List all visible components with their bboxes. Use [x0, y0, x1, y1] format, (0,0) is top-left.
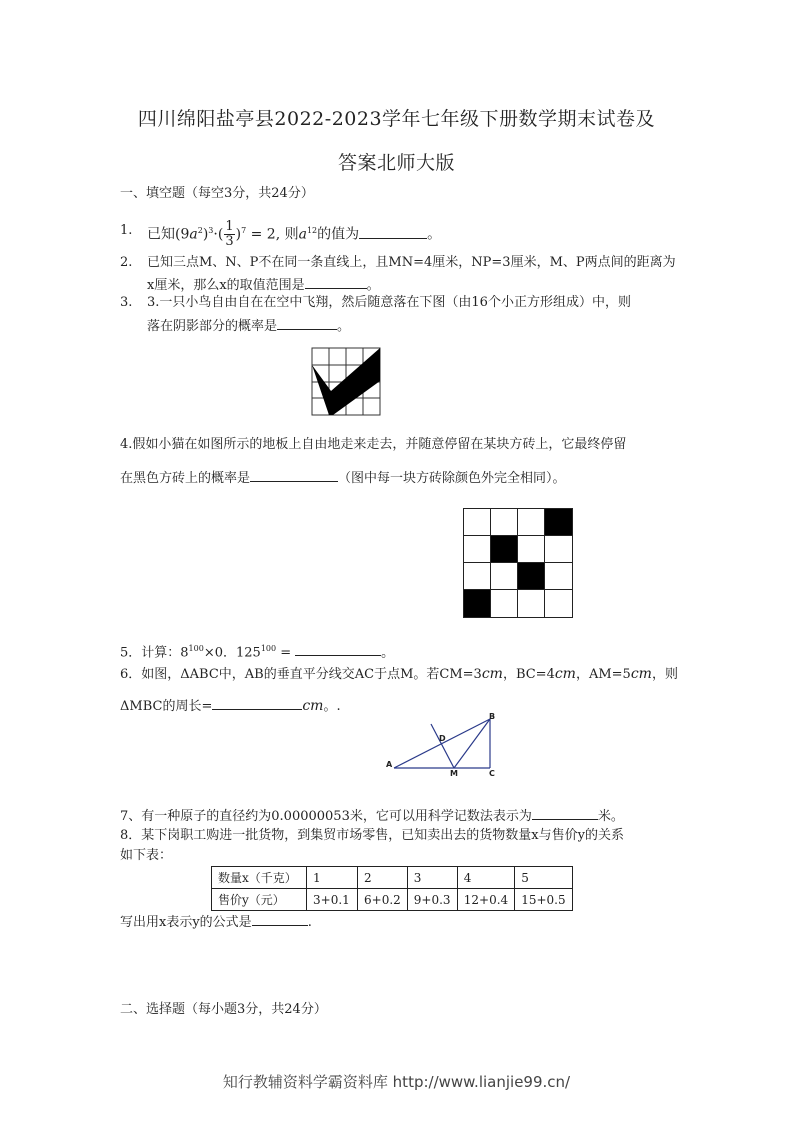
q3-answer-blank[interactable] — [277, 316, 337, 330]
q1-var-a12: a — [298, 226, 307, 243]
q3-end: 。 — [337, 319, 351, 334]
q1-expr-base: (9 — [175, 226, 190, 243]
table-cell: 2 — [358, 867, 408, 889]
q1-frac-num: 1 — [225, 219, 234, 235]
table-cell: 3+0.1 — [307, 889, 358, 911]
q6-label-a: A — [386, 760, 393, 769]
q1-answer-blank[interactable] — [359, 225, 427, 239]
question-2-line2 — [147, 275, 380, 295]
white-tile — [545, 590, 572, 617]
q7-end: 米。 — [597, 809, 624, 824]
q6-answer-blank[interactable] — [212, 696, 302, 710]
white-tile — [464, 536, 491, 563]
question-7 — [120, 806, 624, 826]
black-tile — [491, 536, 518, 563]
question-4-line1: 4.假如小猫在如图所示的地板上自由地走来走去，并随意停留在某块方砖上，它最终停留 — [120, 437, 627, 452]
white-tile — [491, 509, 518, 536]
q8-answer-blank[interactable] — [252, 912, 308, 926]
table-cell: 5 — [515, 867, 572, 889]
question-4-line2 — [120, 468, 566, 488]
q1-exp-2: 2 — [197, 226, 203, 235]
white-tile — [518, 509, 545, 536]
q3-line2-text: 落在阴影部分的概率是 — [147, 319, 278, 334]
q1-frac-den: 3 — [225, 234, 234, 250]
q1-suffix: 的值为 — [317, 226, 360, 243]
q8-table — [211, 866, 573, 911]
white-tile — [518, 536, 545, 563]
q1-frac-close: ) — [235, 226, 242, 243]
question-3-number: 3. — [120, 295, 133, 310]
q6-label-m: M — [450, 769, 458, 778]
q2-end: 。 — [366, 278, 380, 293]
q6-unit-4: cm — [302, 698, 324, 714]
q6-unit-2: cm — [554, 666, 576, 682]
q6-perpendicular-bisector — [431, 724, 454, 768]
white-tile — [545, 563, 572, 590]
table-cell: 售价y（元） — [212, 889, 307, 911]
q6-label-c: C — [489, 769, 495, 778]
q1-exp-3: 3 — [208, 226, 214, 235]
table-cell: 数量x（千克） — [212, 867, 307, 889]
black-tile — [518, 563, 545, 590]
question-2-line1: 已知三点M、N、P不在同一条直线上，且MN=4厘米，NP=3厘米，M、P两点间的距离为 — [147, 255, 676, 270]
q8-line3-text: 写出用x表示y的公式是 — [120, 915, 252, 930]
q1-exp-12: 12 — [306, 226, 318, 235]
q5-exp-2: 100 — [260, 644, 277, 653]
section-heading-multiple-choice: 二、选择题（每小题3分，共24分） — [120, 1002, 327, 1017]
q5-answer-blank[interactable] — [295, 642, 381, 656]
question-3-line1: 3.一只小鸟自由自在在空中飞翔，然后随意落在下图（由16个小正方形组成）中，则 — [147, 295, 631, 310]
white-tile — [464, 563, 491, 590]
q6-unit-3: cm — [630, 666, 652, 682]
q1-exp-7: 7 — [241, 226, 247, 235]
white-tile — [464, 509, 491, 536]
question-3-line2 — [147, 316, 350, 336]
q6-text-a: 6．如图，ΔABC中，AB的垂直平分线交AC于点M。若CM=3 — [120, 667, 482, 682]
q1-prefix: 已知 — [147, 226, 175, 243]
page-footer-watermark: 知行教辅资料学霸资料库 http://www.lianjie99.cn/ — [222, 1073, 571, 1091]
q7-text: 7、有一种原子的直径约为0.00000053米，它可以用科学记数法表示为 — [120, 809, 532, 824]
question-6-line1 — [120, 665, 678, 684]
q6-label-b: B — [489, 712, 496, 721]
q8-end: . — [307, 915, 312, 930]
question-8-line3 — [120, 912, 312, 932]
q4-line2-text: 在黑色方砖上的概率是 — [120, 471, 251, 486]
q6-triangle-figure — [382, 710, 502, 780]
white-tile — [491, 590, 518, 617]
q7-answer-blank[interactable] — [532, 806, 598, 820]
question-8-line1: 8．某下岗职工购进一批货物，到集贸市场零售，已知卖出去的货物数量x与售价y的关系 — [120, 828, 624, 843]
table-row — [212, 867, 573, 889]
document-title-line1: 四川绵阳盐亭县2022-2023学年七年级下册数学期末试卷及 — [137, 108, 656, 130]
q1-close-paren: ) — [202, 226, 209, 243]
black-tile — [545, 509, 572, 536]
q3-grid-figure — [309, 345, 383, 417]
table-cell: 6+0.2 — [358, 889, 408, 911]
q6-line2-text: ΔMBC的周长= — [120, 699, 213, 714]
q5-eq: = — [276, 645, 292, 661]
document-title-line2: 答案北师大版 — [337, 152, 455, 174]
q6-unit-1: cm — [481, 666, 503, 682]
table-cell: 15+0.5 — [515, 889, 572, 911]
white-tile — [518, 590, 545, 617]
question-5 — [120, 640, 394, 662]
q6-text-b: ，BC=4 — [502, 667, 555, 682]
table-cell: 1 — [307, 867, 358, 889]
q4-answer-blank[interactable] — [250, 468, 338, 482]
white-tile — [545, 536, 572, 563]
q2-answer-blank[interactable] — [305, 275, 367, 289]
question-6-line2 — [120, 696, 341, 716]
q6-text-d: ，则 — [651, 667, 678, 682]
q4-tile-grid — [463, 508, 573, 618]
question-1 — [147, 216, 441, 250]
q5-end: 。 — [381, 645, 395, 661]
q4-line2-suffix: （图中每一块方砖除颜色外完全相同）。 — [338, 471, 566, 486]
q5-prefix: 5．计算：8 — [120, 645, 189, 661]
white-tile — [491, 563, 518, 590]
q6-label-d: D — [439, 734, 446, 743]
table-cell: 9+0.3 — [407, 889, 457, 911]
q1-end: 。 — [427, 226, 442, 243]
q5-exp-1: 100 — [188, 644, 204, 653]
question-1-number: 1. — [120, 223, 133, 238]
q5-mid: ×0．125 — [203, 645, 261, 661]
q6-segment-mb — [454, 719, 490, 768]
table-row — [212, 889, 573, 911]
table-cell: 3 — [407, 867, 457, 889]
q1-eq: = 2, 则 — [246, 226, 299, 243]
section-heading-fill-in: 一、填空题（每空3分，共24分） — [120, 186, 314, 201]
table-cell: 12+0.4 — [457, 889, 514, 911]
q2-line2-text: x厘米，那么x的取值范围是 — [147, 278, 305, 293]
q1-dot: ·( — [213, 226, 224, 243]
q1-var-a: a — [189, 226, 198, 243]
question-8-line2: 如下表： — [120, 848, 173, 863]
question-2-number: 2. — [120, 255, 133, 270]
q6-side-ab — [394, 719, 490, 768]
q6-line2-end: 。. — [323, 699, 341, 714]
black-tile — [464, 590, 491, 617]
table-cell: 4 — [457, 867, 514, 889]
q1-fraction — [224, 220, 234, 249]
q6-text-c: ，AM=5 — [575, 667, 631, 682]
